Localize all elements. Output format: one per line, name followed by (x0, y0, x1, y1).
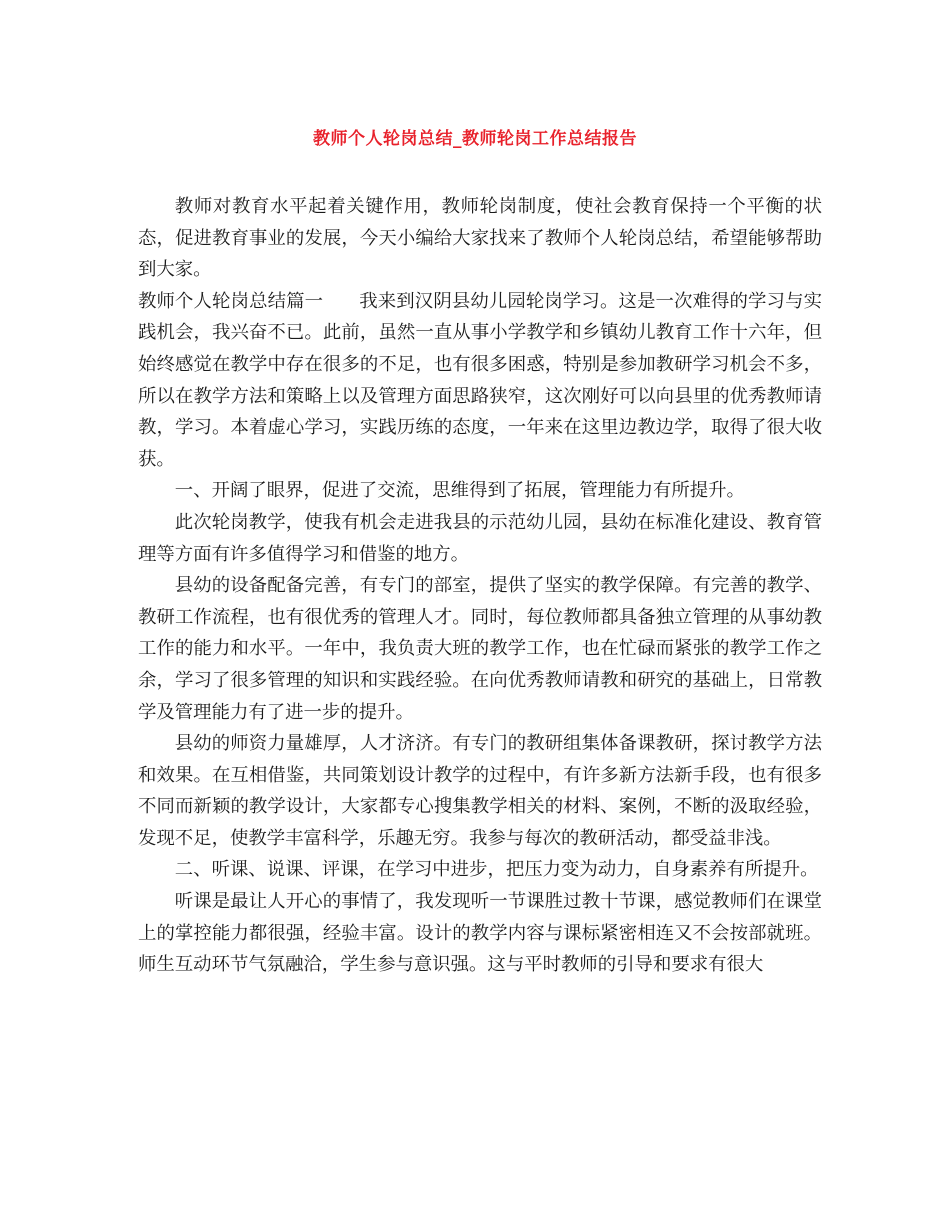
paragraph-listening: 听课是最让人开心的事情了，我发现听一节课胜过教十节课，感觉教师们在课堂上的掌控能力都很强，经验丰富。设计的教学内容与课标紧密相连又不会按部就班。师生互动环节气氛融洽，学生参与意识强。这与平时教师的引导和要求有很大 (138, 891, 822, 976)
paragraph-part-one (138, 286, 822, 476)
document-body (138, 191, 822, 981)
paragraph-point-one: 一、开阔了眼界，促进了交流，思维得到了拓展，管理能力有所提升。 (174, 480, 745, 502)
paragraph-point-two: 二、听课、说课、评课，在学习中进步，把压力变为动力，自身素养有所提升。 (174, 859, 819, 881)
paragraph-part-one-text: 我来到汉阴县幼儿园轮岗学习。这是一次难得的学习与实践机会，我兴奋不已。此前，虽然一直从事小学教学和乡镇幼儿教育工作十六年，但始终感觉在教学中存在很多的不足，也有很多困惑，特别是参加教研学习机会不多，所以在教学方法和策略上以及管理方面思路狭窄，这次刚好可以向县里的优秀教师请教，学习。本着虚心学习，实践历练的态度，一年来在这里边教边学，取得了很大收获。 (138, 290, 822, 470)
paragraph-teachers: 县幼的师资力量雄厚，人才济济。有专门的教研组集体备课教研，探讨教学方法和效果。在互相借鉴，共同策划设计教学的过程中，有许多新方法新手段，也有很多不同而新颖的教学设计，大家都专心搜集教学相关的材料、案例，不断的汲取经验，发现不足，使教学丰富科学，乐趣无穷。我参与每次的教研活动，都受益非浅。 (138, 733, 822, 849)
section-heading: 教师个人轮岗总结篇一 (138, 290, 324, 312)
document-title: 教师个人轮岗总结_教师轮岗工作总结报告 (313, 129, 637, 149)
paragraph-intro: 教师对教育水平起着关键作用，教师轮岗制度，使社会教育保持一个平衡的状态，促进教育事业的发展，今天小编给大家找来了教师个人轮岗总结，希望能够帮助到大家。 (138, 196, 822, 281)
paragraph-demo-kindergarten: 此次轮岗教学，使我有机会走进我县的示范幼儿园，县幼在标准化建设、教育管理等方面有许多值得学习和借鉴的地方。 (138, 511, 822, 565)
paragraph-equipment: 县幼的设备配备完善，有专门的部室，提供了坚实的教学保障。有完善的教学、教研工作流程，也有很优秀的管理人才。同时，每位教师都具备独立管理的从事幼教工作的能力和水平。一年中，我负责大班的教学工作，也在忙碌而紧张的教学工作之余，学习了很多管理的知识和实践经验。在向优秀教师请教和研究的基础上，日常教学及管理能力有了进一步的提升。 (138, 575, 822, 723)
